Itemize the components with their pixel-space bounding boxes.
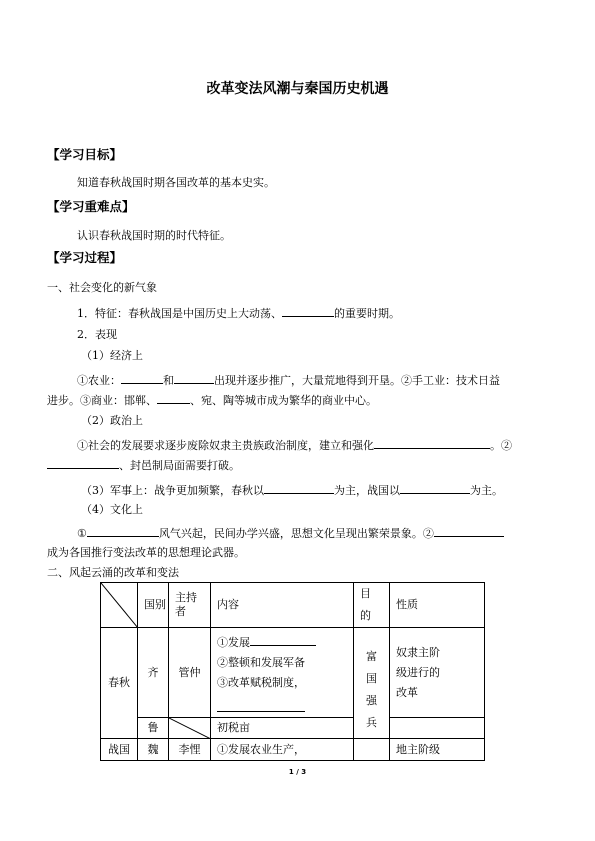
goal-heading: 【学习目标】 (47, 147, 123, 162)
goal-char-4: 兵 (366, 716, 377, 729)
military-text-b: 为主，战国以 (334, 484, 400, 497)
diagonal-line-lu (169, 718, 211, 739)
qi-content (211, 628, 354, 718)
header-goal-l1: 目 (360, 587, 371, 600)
nature-cell-lu (390, 718, 485, 739)
politics-line-2 (47, 457, 240, 473)
header-nature: 性质 (390, 583, 485, 628)
era-zhanguo: 战国 (101, 739, 138, 761)
blank-military-1[interactable] (264, 482, 334, 494)
politics-title: （2）政治上 (81, 414, 143, 427)
page-title: 改革变法风潮与秦国历史机遇 (206, 81, 389, 97)
header-host-l2: 者 (175, 605, 186, 618)
culture-line-1 (77, 525, 504, 541)
blank-politics-1[interactable] (374, 437, 490, 449)
header-content: 内容 (211, 583, 354, 628)
lu-content: 初税亩 (211, 718, 354, 739)
qi-item-2: ②整顿和发展军备 (217, 656, 305, 669)
diagonal-header-cell (101, 583, 138, 628)
blank-military-2[interactable] (400, 482, 470, 494)
goal-cell (354, 628, 390, 739)
nature-1-l1: 奴隶主阶 (396, 645, 440, 659)
blank-agri-2[interactable] (174, 372, 214, 384)
economy-line-2 (47, 392, 377, 408)
economy-text-2a: 进步。③商业：邯郸、 (47, 394, 157, 407)
nature-1-l3: 改革 (396, 685, 418, 699)
manifest-title: 2．表现 (77, 328, 117, 341)
military-line (81, 482, 503, 498)
politics-text-1a: ①社会的发展要求逐步废除奴隶主贵族政治制度，建立和强化 (77, 439, 374, 452)
blank-culture-1[interactable] (87, 525, 159, 537)
culture-title: （4）文化上 (81, 503, 143, 516)
qi-item-1 (217, 634, 353, 650)
era-chunqiu: 春秋 (101, 628, 138, 739)
military-text-a: （3）军事上：战争更加频繁，春秋以 (81, 484, 264, 497)
culture-text-1b: 风气兴起，民间办学兴盛，思想文化呈现出繁荣景象。② (158, 527, 434, 540)
process-heading: 【学习过程】 (47, 250, 123, 265)
feature-text-a: 1．特征：春秋战国是中国历史上大动荡、 (77, 307, 282, 320)
qi-item-1-text: ①发展 (217, 636, 250, 649)
host-guanzhong: 管仲 (169, 628, 211, 718)
goal-cell-wei (354, 739, 390, 761)
state-wei: 魏 (138, 739, 169, 761)
economy-text-2b: 、宛、陶等城市成为繁华的商业中心。 (190, 394, 377, 407)
blank-city[interactable] (157, 392, 190, 404)
host-likui: 李悝 (169, 739, 211, 761)
goal-char-2: 国 (366, 672, 377, 685)
goal-text: 知道春秋战国时期各国改革的基本史实。 (77, 176, 275, 189)
nature-cell-1 (390, 628, 485, 718)
feature-line (77, 305, 400, 321)
table-header-row (101, 583, 485, 628)
state-qi: 齐 (138, 628, 169, 718)
politics-text-2: 、封邑制局面需要打破。 (119, 459, 240, 472)
lu-diagonal-cell (169, 718, 211, 739)
table-row (101, 739, 485, 761)
feature-text-b: 的重要时期。 (334, 307, 400, 320)
key-heading: 【学习重难点】 (47, 199, 135, 214)
goal-char-3: 强 (366, 694, 377, 707)
nature-1-l2: 级进行的 (396, 665, 440, 679)
nature-cell-2: 地主阶级 (390, 739, 485, 761)
blank-culture-2[interactable] (434, 525, 504, 537)
page-number: 1 / 3 (288, 768, 307, 776)
section-2-title: 二、风起云涌的改革和变法 (47, 566, 179, 579)
military-text-c: 为主。 (470, 484, 503, 497)
qi-item-3-line (217, 700, 353, 716)
culture-line-2: 成为各国推行变法改革的思想理论武器。 (47, 546, 245, 559)
header-host (169, 583, 211, 628)
economy-title: （1）经济上 (81, 349, 143, 362)
and-text: 和 (163, 374, 174, 387)
blank-politics-2[interactable] (47, 457, 119, 469)
blank-qi-1[interactable] (250, 634, 316, 646)
state-lu: 鲁 (138, 718, 169, 739)
politics-text-1b: 。② (490, 439, 512, 452)
key-text: 认识春秋战国时期的时代特征。 (77, 229, 231, 242)
agri-label: ①农业： (77, 374, 121, 387)
goal-char-1: 富 (366, 650, 377, 663)
blank-feature[interactable] (282, 305, 334, 317)
culture-text-1a: ① (77, 527, 87, 540)
economy-text-1c: 出现并逐步推广，大量荒地得到开垦。②手工业：技术日益 (214, 374, 500, 387)
economy-line-1 (77, 372, 500, 388)
section-1-title: 一、社会变化的新气象 (47, 281, 157, 294)
diagonal-line (101, 583, 138, 628)
header-state: 国别 (138, 583, 169, 628)
reform-table (100, 582, 485, 761)
blank-qi-3[interactable] (217, 700, 305, 712)
table-row (101, 628, 485, 718)
blank-agri-1[interactable] (121, 372, 163, 384)
header-goal (354, 583, 390, 628)
table-row (101, 718, 485, 739)
wei-content: ①发展农业生产， (211, 739, 354, 761)
header-host-l1: 主持 (175, 591, 197, 604)
qi-item-3: ③改革赋税制度， (217, 676, 305, 689)
header-goal-l2: 的 (360, 609, 371, 622)
politics-line-1 (77, 437, 512, 453)
